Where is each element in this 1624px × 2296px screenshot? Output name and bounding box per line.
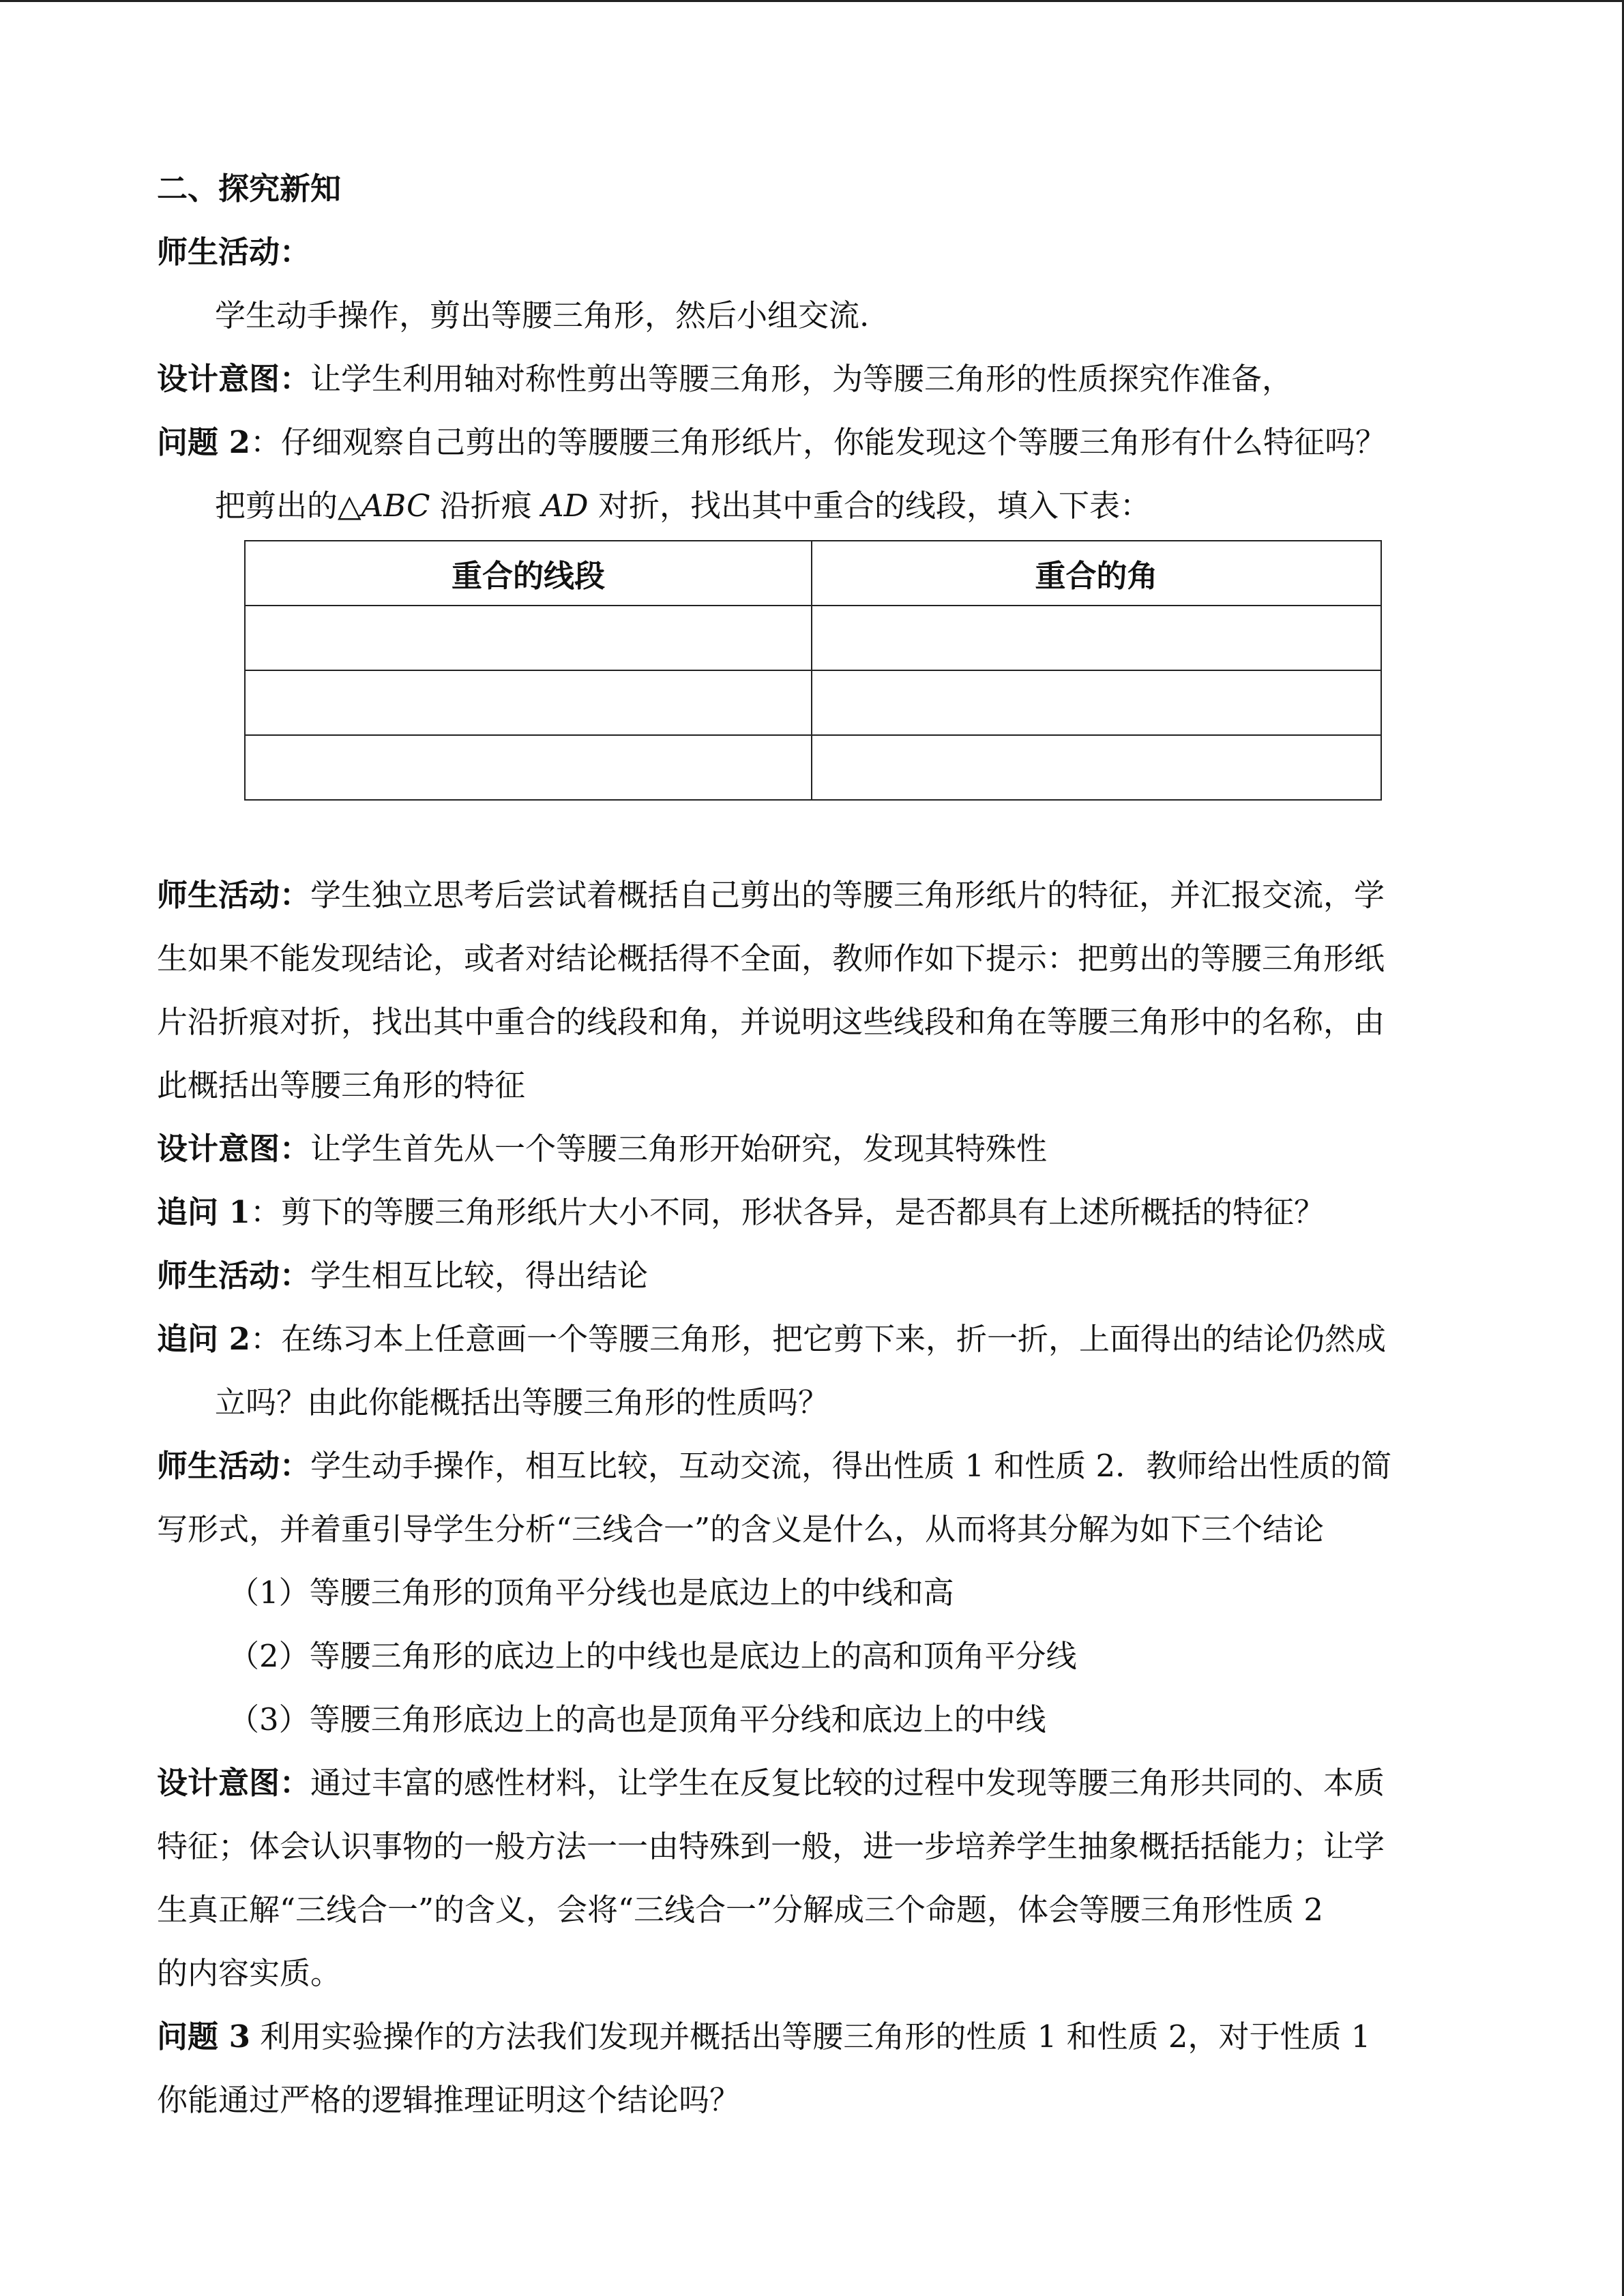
table-row	[245, 735, 1381, 800]
table-header-row	[245, 541, 1381, 606]
conclusion-item: （2）等腰三角形的底边上的中线也是底边上的高和顶角平分线	[228, 1638, 1077, 1674]
table-row	[245, 606, 1381, 670]
table-cell[interactable]	[812, 670, 1381, 735]
document-page	[157, 157, 1466, 2132]
activity-1-label: 师生活动：	[157, 234, 311, 270]
table-instruction: 把剪出的△ABC 沿折痕 AD 对折，找出其中重合的线段，填入下表：	[215, 488, 1151, 524]
conclusion-item: （1）等腰三角形的顶角平分线也是底边上的中线和高	[228, 1575, 954, 1611]
design-intent-1: 设计意图：让学生利用轴对称性剪出等腰三角形，为等腰三角形的性质探究作准备，	[157, 361, 1293, 397]
page-top-border	[0, 0, 1624, 2]
table-row	[245, 670, 1381, 735]
activity-3: 师生活动：学生相互比较，得出结论	[157, 1257, 649, 1294]
follow-up-2: 追问 2：在练习本上任意画一个等腰三角形，把它剪下来，折一折，上面得出的结论仍然成 立吗？由此你能概括出等腰三角形的性质吗？	[157, 1321, 1386, 1420]
table-cell[interactable]	[245, 670, 812, 735]
activity-2: 师生活动：学生独立思考后尝试着概括自己剪出的等腰三角形纸片的特征，并汇报交流，学 生如果不能发现结论，或者对结论概括得不全面，教师作如下提示：把剪出的等腰三角形纸 片沿折痕对折，找出其中重合的线段和角，并说明这些线段和角在等腰三角形中的名称，由 此概括出等腰三角形的特征	[157, 877, 1385, 1103]
table-header-angles: 重合的角	[812, 541, 1381, 606]
table-cell[interactable]	[245, 735, 812, 800]
table-header-segments: 重合的线段	[245, 541, 812, 606]
question-3: 问题 3 利用实验操作的方法我们发现并概括出等腰三角形的性质 1 和性质 2，对于性质 1 你能通过严格的逻辑推理证明这个结论吗？	[157, 2018, 1371, 2118]
overlap-table	[244, 540, 1382, 801]
table-cell[interactable]	[812, 606, 1381, 670]
follow-up-1: 追问 1：剪下的等腰三角形纸片大小不同，形状各异，是否都具有上述所概括的特征？	[157, 1194, 1325, 1230]
activity-4: 师生活动：学生动手操作，相互比较，互动交流，得出性质 1 和性质 2．教师给出性质的简 写形式，并着重引导学生分析“三线合一”的含义是什么，从而将其分解为如下三个结论	[157, 1448, 1392, 1547]
section-title: 二、探究新知	[157, 170, 342, 207]
design-intent-2: 设计意图：让学生首先从一个等腰三角形开始研究，发现其特殊性	[157, 1131, 1048, 1167]
design-intent-3: 设计意图：通过丰富的感性材料，让学生在反复比较的过程中发现等腰三角形共同的、本质 特征；体会认识事物的一般方法一一由特殊到一般，进一步培养学生抽象概括括能力；让学 生真正解“三线合一”的含义，会将“三线合一”分解成三个命题，体会等腰三角形性质 2 的内容实质。	[157, 1765, 1385, 1991]
activity-1-text: 学生动手操作，剪出等腰三角形，然后小组交流.	[215, 297, 870, 333]
table-cell[interactable]	[812, 735, 1381, 800]
conclusion-item: （3）等腰三角形底边上的高也是顶角平分线和底边上的中线	[228, 1701, 1046, 1738]
question-2: 问题 2：仔细观察自己剪出的等腰腰三角形纸片，你能发现这个等腰三角形有什么特征吗？	[157, 424, 1386, 460]
table-cell[interactable]	[245, 606, 812, 670]
